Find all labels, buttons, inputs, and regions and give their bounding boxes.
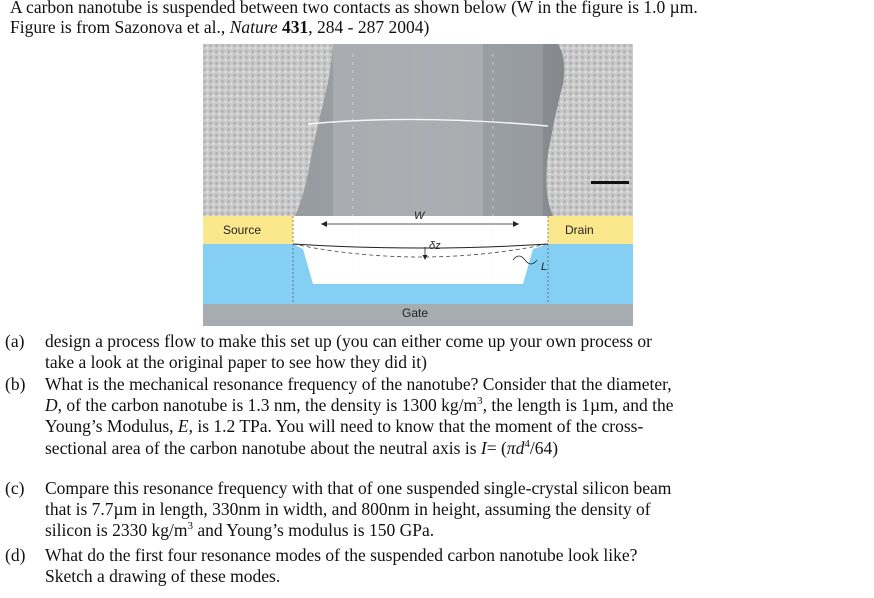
journal-name: Nature [229, 17, 278, 37]
question-c [5, 478, 845, 542]
text-seg: sectional area of the carbon nanotube about the neutral axis is [45, 437, 481, 458]
superscript: 4 [524, 437, 530, 450]
question-text-line [45, 438, 845, 459]
question-b [5, 374, 845, 459]
text-seg: = ( [486, 437, 507, 458]
question-label: (d) [5, 545, 26, 565]
intro-line-2 [10, 17, 429, 37]
text-seg: silicon is 2330 kg/m [45, 520, 188, 541]
width-label: W [414, 210, 425, 222]
superscript: 3 [477, 395, 483, 408]
question-text-line: What is the mechanical resonance frequency of the nanotube? Consider that the diameter, [45, 374, 672, 394]
question-text-line: What do the first four resonance modes of the suspended carbon nanotube look like? [45, 545, 638, 565]
trench [293, 244, 548, 284]
question-text-line [45, 520, 845, 541]
scale-bar [591, 181, 629, 184]
question-label: (a) [5, 331, 25, 351]
intro-line-1: A carbon nanotube is suspended between two contacts as shown below (W in the figure is 1.0 µm. [10, 0, 698, 17]
text-seg: , the length is 1µm, and the [482, 395, 674, 416]
deflection-label: δz [429, 240, 441, 252]
question-d [5, 545, 845, 587]
question-text-line: take a look at the original paper to see how they did it) [45, 352, 427, 373]
journal-volume: 431 [282, 17, 309, 37]
text-seg: Young’s Modulus, [45, 416, 178, 437]
sem-micrograph [203, 44, 633, 216]
question-label: (b) [5, 374, 26, 394]
var-d: D [45, 395, 58, 416]
superscript: 3 [187, 520, 193, 533]
question-text-line: Sketch a drawing of these modes. [45, 566, 281, 587]
citation-pages: , 284 - 287 2004) [308, 17, 430, 37]
length-label: L [541, 261, 548, 273]
formula-pi-d: πd [506, 437, 525, 458]
question-text-line [45, 416, 845, 437]
text-seg: /64) [529, 437, 559, 458]
question-text-line: that is 7.7µm in length, 330nm in width, and 800nm in height, assuming the density of [45, 499, 651, 520]
text-seg: , is 1.2 TPa. You will need to know that the moment of the cross- [188, 416, 644, 437]
question-label: (c) [5, 478, 25, 498]
citation-text: Figure is from Sazonova et al., [10, 17, 230, 37]
question-a [5, 331, 845, 373]
var-i: I [480, 437, 487, 458]
question-text-line: Compare this resonance frequency with that of one suspended single-crystal silicon beam [45, 478, 672, 498]
text-seg: and Young’s modulus is 150 GPa. [192, 520, 435, 541]
source-label: Source [223, 223, 262, 237]
var-e: E [177, 416, 189, 437]
drain-label: Drain [565, 223, 594, 237]
gate-label: Gate [402, 306, 429, 320]
question-text-line: design a process flow to make this set up (you can either come up your own process or [45, 331, 652, 351]
text-seg: , of the carbon nanotube is 1.3 nm, the density is 1300 kg/m [57, 395, 478, 416]
nanotube-device-figure [203, 44, 633, 326]
question-text-line [45, 395, 845, 416]
